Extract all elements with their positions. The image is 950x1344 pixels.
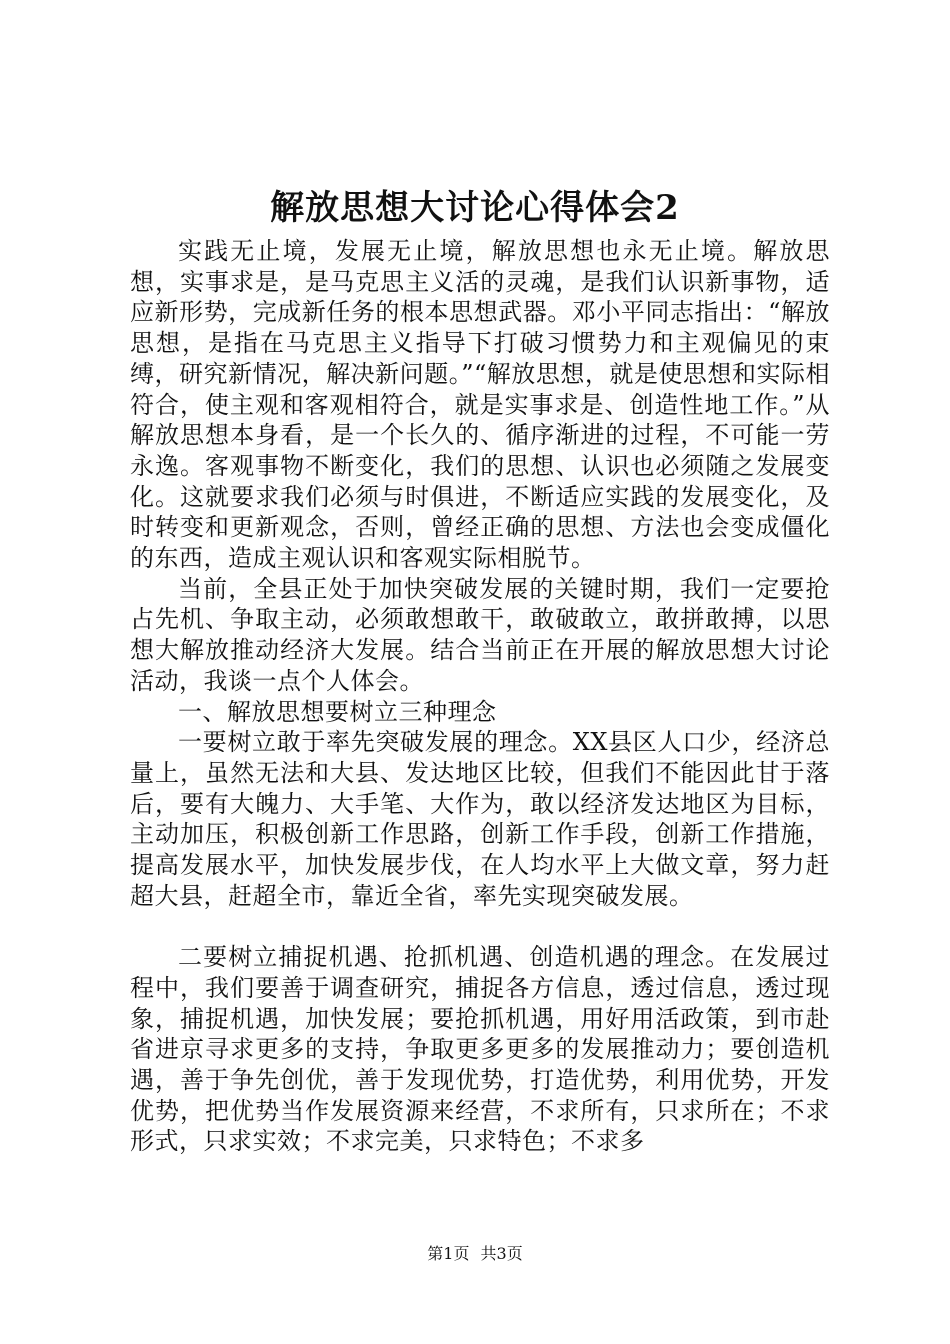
page-footer [0, 1244, 950, 1264]
document-body [130, 236, 830, 1157]
paragraph: 二要树立捕捉机遇、抢抓机遇、创造机遇的理念。在发展过程中，我们要善于调查研究，捕捉各方信息，透过信息，透过现象，捕捉机遇，加快发展；要抢抓机遇，用好用活政策，到市赴省进京寻求更多的支持，争取更多更多的发展推动力；要创造机遇，善于争先创优，善于发现优势，打造优势，利用优势，开发优势，把优势当作发展资源来经营，不求所有，只求所在；不求形式，只求实效；不求完美，只求特色；不求多 [130, 943, 830, 1156]
section-heading: 一、解放思想要树立三种理念 [178, 697, 497, 726]
paragraph: 实践无止境，发展无止境，解放思想也永无止境。解放思想，实事求是，是马克思主义活的灵魂，是我们认识新事物，适应新形势，完成新任务的根本思想武器。邓小平同志指出：“解放思想，是指在马克思主义指导下打破习惯势力和主观偏见的束缚，研究新情况，解决新问题。”“解放思想，就是使思想和实际相符合，使主观和客观相符合，就是实事求是、创造性地工作。”从解放思想本身看，是一个长久的、循序渐进的过程，不可能一劳永逸。客观事物不断变化，我们的思想、认识也必须随之发展变化。这就要求我们必须与时俱进，不断适应实践的发展变化，及时转变和更新观念，否则，曾经正确的思想、方法也会变成僵化的东西，造成主观认识和客观实际相脱节。 [130, 237, 830, 573]
paragraph: 一要树立敢于率先突破发展的理念。XX县区人口少，经济总量上，虽然无法和大县、发达地区比较，但我们不能因此甘于落后，要有大魄力、大手笔、大作为，敢以经济发达地区为目标，主动加压，积极创新工作思路，创新工作手段，创新工作措施，提高发展水平，加快发展步伐，在人均水平上大做文章，努力赶超大县，赶超全市，靠近全省，率先实现突破发展。 [130, 728, 830, 910]
document-title: 解放思想大讨论心得体会2 [270, 188, 680, 228]
page-total: 共3页 [480, 1244, 523, 1263]
page-number: 第1页 [427, 1244, 470, 1263]
paragraph: 当前，全县正处于加快突破发展的关键时期，我们一定要抢占先机、争取主动，必须敢想敢干，敢破敢立，敢拼敢搏，以思想大解放推动经济大发展。结合当前正在开展的解放思想大讨论活动，我谈一点个人体会。 [130, 574, 830, 695]
